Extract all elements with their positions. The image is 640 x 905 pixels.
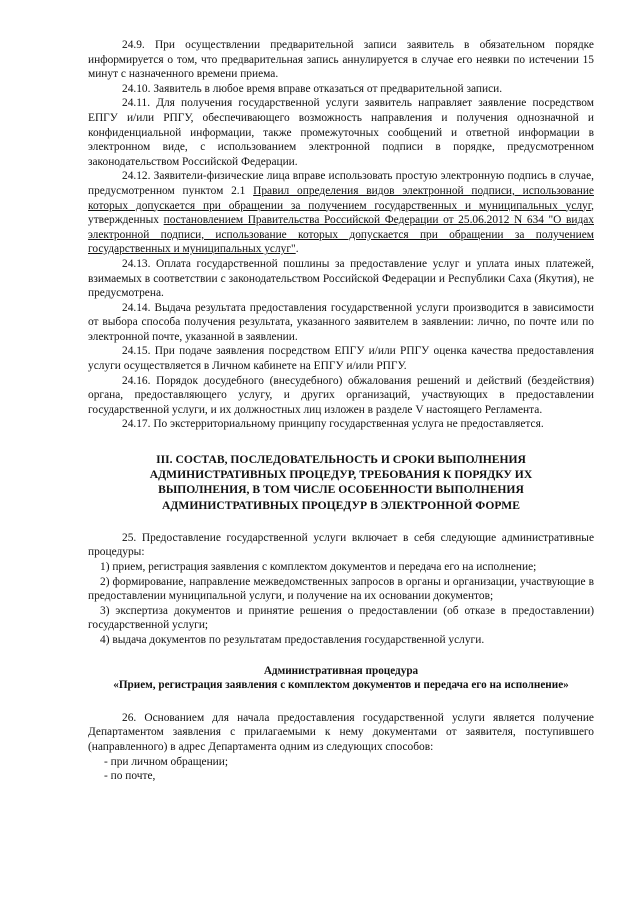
- paragraph-24-11: 24.11. Для получения государственной услуги заявитель направляет заявление посредством ЕПГУ и/или РПГУ, обеспечивающего возможность направления и получения однозначной и конфиденциальной информации, также промежуточных сообщений и ответной информации в электронном виде, с использованием электронной подписи в порядке, предусмотренном законодательством Российской Федерации.: [88, 97, 594, 168]
- paragraph-24-17: 24.17. По экстерриториальному принципу государственная услуга не предоставляется.: [122, 418, 544, 431]
- paragraph-24-12-text: 24.12. Заявители-физические лица вправе использовать простую электронную подпись в случае, предусмотренном пунктом 2.1: [88, 170, 594, 197]
- list-item: 3) экспертиза документов и принятие решения о предоставлении (об отказе в предоставлении) государственной услуги;: [88, 604, 594, 632]
- paragraph-25: 25. Предоставление государственной услуги включает в себя следующие административные процедуры:: [88, 531, 594, 559]
- paragraph-24-12-middle: , утвержденных: [88, 199, 594, 227]
- section-heading: III. СОСТАВ, ПОСЛЕДОВАТЕЛЬНОСТЬ И СРОКИ ВЫПОЛНЕНИЯ АДМИНИСТРАТИВНЫХ ПРОЦЕДУР, ТРЕБОВАНИЯ К ПОРЯДКУ ИХ ВЫПОЛНЕНИЯ, В ТОМ ЧИСЛЕ ОСОБЕННОСТИ ВЫПОЛНЕНИЯ АДМИНИСТРАТИВНЫХ ПРОЦЕДУР В ЭЛЕКТРОННОЙ ФОРМЕ: [149, 453, 533, 512]
- paragraph-24-15: 24.15. При подаче заявления посредством ЕПГУ и/или РПГУ оценка качества предоставления услуги осуществляется в Личном кабинете на ЕПГУ и/или РПГУ.: [88, 345, 594, 373]
- list-item: 2) формирование, направление межведомственных запросов в органы и организации, участвующие в предоставлении муниципальной услуги, и получение на их основании документов;: [88, 575, 594, 603]
- list-item: - по почте,: [104, 770, 156, 783]
- paragraph-24-12-end: .: [295, 243, 299, 256]
- list-item: - при личном обращении;: [104, 755, 229, 768]
- paragraph-24-10: 24.10. Заявитель в любое время вправе отказаться от предварительной записи.: [122, 82, 503, 95]
- paragraph-24-12: [88, 169, 594, 257]
- procedure-heading-title: Административная процедура: [263, 664, 419, 677]
- rules-link[interactable]: Правил определения видов электронной подписи, использование которых допускается при обращении за получением государственных и муниципальных услуг: [88, 184, 594, 212]
- procedure-heading: [88, 664, 594, 693]
- paragraph-24-14: 24.14. Выдача результата предоставления государственной услуги производится в зависимости от выбора способа получения результата, указанного заявителем в заявлении: лично, по почте или по электронной почте, указанной в заявлении.: [88, 301, 594, 343]
- paragraph-24-16: 24.16. Порядок досудебного (внесудебного) обжалования решений и действий (бездействия) органа, предоставляющего услугу, и других организаций, участвующих в предоставлении государственной услуги, и их должностных лиц изложен в разделе V настоящего Регламента.: [88, 374, 594, 416]
- paragraph-24-13: 24.13. Оплата государственной пошлины за предоставление услуг и уплата иных платежей, взимаемых в соответствии с законодательством Российской Федерации и Республики Саха (Якутия), не предусмотрена.: [88, 257, 594, 300]
- decree-link[interactable]: постановлением Правительства Российской Федерации от 25.06.2012 N 634 "О видах электронной подписи, использование которых допускается при обращении за получением государственных и муниципальных услуг": [88, 214, 594, 256]
- paragraph-24-9: 24.9. При осуществлении предварительной записи заявитель в обязательном порядке информируется о том, что предварительная запись аннулируется в случае его неявки по истечении 15 минут с назначенного времени приема.: [88, 39, 594, 81]
- paragraph-26: 26. Основанием для начала предоставления государственной услуги является получение Департаментом заявления с прилагаемыми к нему документами от заявителя, поступившего (направленного) в адрес Департамента одним из следующих способов:: [88, 711, 594, 753]
- list-item: 1) прием, регистрация заявления с комплектом документов и передача его на исполнение;: [100, 561, 537, 574]
- list-item: 4) выдача документов по результатам предоставления государственной услуги.: [100, 634, 485, 646]
- procedure-heading-name: «Прием, регистрация заявления с комплектом документов и передача его на исполнение»: [113, 679, 569, 692]
